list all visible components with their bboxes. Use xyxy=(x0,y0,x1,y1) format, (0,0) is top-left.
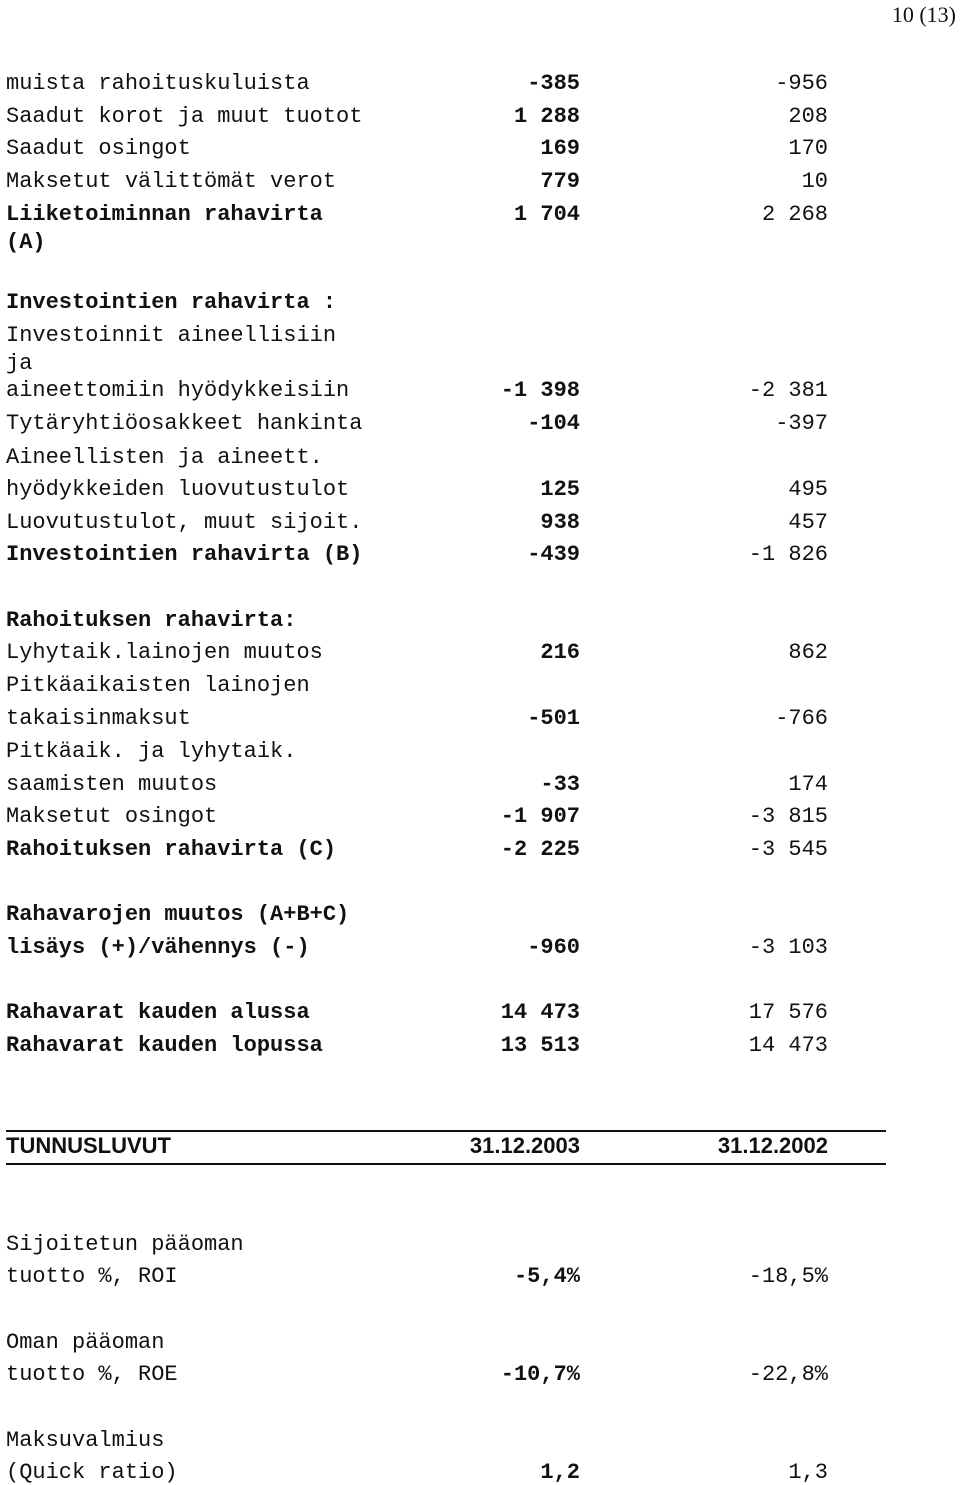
value-2002: 495 xyxy=(788,477,828,502)
row-label: Investoinnit aineellisiin xyxy=(6,323,337,348)
row-label: Maksetut osingot xyxy=(6,804,218,829)
value-2002: 862 xyxy=(788,640,828,665)
value-2003: -10,7% xyxy=(500,1362,580,1387)
value-2003: 13 513 xyxy=(500,1033,580,1058)
page-number: 10 (13) xyxy=(891,2,956,27)
row-label-cont: tuotto %, ROI xyxy=(6,1264,178,1289)
value-2003: 1 704 xyxy=(513,202,580,227)
row-label: muista rahoituskuluista xyxy=(6,71,310,96)
row-label: Maksuvalmius xyxy=(6,1428,165,1453)
value-2003: -33 xyxy=(540,772,580,797)
row-label: Oman pääoman xyxy=(6,1330,165,1355)
value-2002: 14 473 xyxy=(748,1033,828,1058)
value-2003: -2 225 xyxy=(500,837,580,862)
row-label: Pitkäaik. ja lyhytaik. xyxy=(6,739,297,764)
value-2003: 1,2 xyxy=(540,1460,580,1485)
value-2003: 938 xyxy=(540,510,580,535)
value-2002: 457 xyxy=(788,510,828,535)
value-2003: -1 398 xyxy=(500,378,580,403)
value-2003: 779 xyxy=(540,169,580,194)
row-label: Pitkäaikaisten lainojen xyxy=(6,673,310,698)
divider-bottom xyxy=(6,1163,886,1165)
value-2002: 208 xyxy=(788,104,828,129)
value-2003: 125 xyxy=(540,477,580,502)
row-label: Tytäryhtiöosakkeet hankinta xyxy=(6,411,363,436)
value-2002: -397 xyxy=(775,411,828,436)
value-2002: 2 268 xyxy=(761,202,828,227)
row-label: Rahoituksen rahavirta (C) xyxy=(6,837,337,862)
value-2002: -1 826 xyxy=(748,542,828,567)
value-2002: -766 xyxy=(775,706,828,731)
value-2002: -3 103 xyxy=(748,935,828,960)
row-label-cont: (A) xyxy=(6,230,46,255)
value-2002: 174 xyxy=(788,772,828,797)
value-2003: -104 xyxy=(527,411,580,436)
value-2003: -439 xyxy=(527,542,580,567)
value-2003: 169 xyxy=(540,136,580,161)
value-2002: 1,3 xyxy=(788,1460,828,1485)
column-header-2003: 31.12.2003 xyxy=(469,1133,580,1158)
row-label-cont: tuotto %, ROE xyxy=(6,1362,178,1387)
row-label: Rahavarat kauden lopussa xyxy=(6,1033,323,1058)
divider-top xyxy=(6,1130,886,1132)
row-label: hyödykkeiden luovutustulot xyxy=(6,477,350,502)
row-label: Liiketoiminnan rahavirta xyxy=(6,202,323,227)
row-label: Sijoitetun pääoman xyxy=(6,1232,244,1257)
row-label: Maksetut välittömät verot xyxy=(6,169,337,194)
row-label: Saadut korot ja muut tuotot xyxy=(6,104,363,129)
value-2003: 216 xyxy=(540,640,580,665)
value-2002: 170 xyxy=(788,136,828,161)
value-2003: -385 xyxy=(527,71,580,96)
value-2002: -3 545 xyxy=(748,837,828,862)
value-2002: -3 815 xyxy=(748,804,828,829)
value-2002: 10 xyxy=(801,169,828,194)
row-label: saamisten muutos xyxy=(6,772,218,797)
value-2002: -18,5% xyxy=(748,1264,828,1289)
value-2002: -956 xyxy=(775,71,828,96)
row-label: Lyhytaik.lainojen muutos xyxy=(6,640,323,665)
row-label: Luovutustulot, muut sijoit. xyxy=(6,510,363,535)
row-label: takaisinmaksut xyxy=(6,706,191,731)
value-2003: -501 xyxy=(527,706,580,731)
value-2002: 17 576 xyxy=(748,1000,828,1025)
row-label: Saadut osingot xyxy=(6,136,191,161)
value-2002: -22,8% xyxy=(748,1362,828,1387)
row-label: Investointien rahavirta (B) xyxy=(6,542,363,567)
row-label: Aineellisten ja aineett. xyxy=(6,445,323,470)
section-heading: Investointien rahavirta : xyxy=(6,290,337,315)
value-2003: 14 473 xyxy=(500,1000,580,1025)
row-label: Rahavarat kauden alussa xyxy=(6,1000,310,1025)
value-2002: -2 381 xyxy=(748,378,828,403)
row-label: aineettomiin hyödykkeisiin xyxy=(6,378,350,403)
section-heading: Rahavarojen muutos (A+B+C) xyxy=(6,902,350,927)
value-2003: -5,4% xyxy=(513,1264,580,1289)
key-figures-title: TUNNUSLUVUT xyxy=(6,1133,171,1158)
value-2003: 1 288 xyxy=(513,104,580,129)
column-header-2002: 31.12.2002 xyxy=(717,1133,828,1158)
row-label-cont: ja xyxy=(6,351,33,376)
value-2003: -960 xyxy=(527,935,580,960)
value-2003: -1 907 xyxy=(500,804,580,829)
row-label-cont: (Quick ratio) xyxy=(6,1460,178,1485)
section-heading: Rahoituksen rahavirta: xyxy=(6,608,297,633)
row-label: lisäys (+)/vähennys (-) xyxy=(6,935,310,960)
